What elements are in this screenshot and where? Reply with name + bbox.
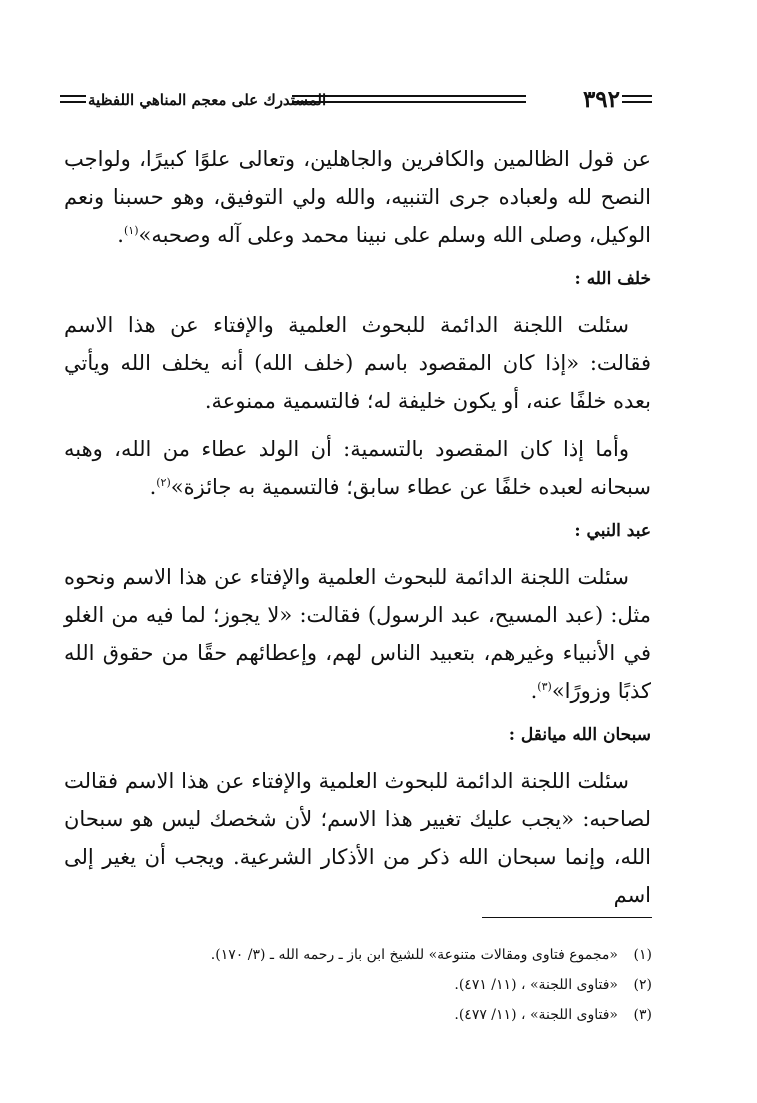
footnote-item	[172, 1000, 652, 1030]
paragraph: سئلت اللجنة الدائمة للبحوث العلمية والإفتاء عن هذا الاسم ونحوه مثل: (عبد المسيح، عبد الرسول) فقالت: «لا يجوز؛ لما فيه من الغلو في الأنبياء وغيرهم، بتعبيد الناس لهم، وإعطائهم حقًا من حقوق الله كذبًا وزورًا»$^{(٣)}$.	[64, 565, 651, 703]
footnote-separator	[482, 917, 652, 918]
section-heading: عبد النبي :	[574, 521, 651, 541]
footnote-number: (١)	[633, 947, 652, 963]
footnote-text: «مجموع فتاوى ومقالات متنوعة» للشيخ ابن باز ـ رحمه الله ـ (٣/ ١٧٠).	[210, 947, 618, 963]
paragraph: عن قول الظالمين والكافرين والجاهلين، وتعالى علوًا كبيرًا، ولواجب النصح لله ولعباده جرى التنبيه، والله ولي التوفيق، وهو حسبنا ونعم الوكيل، وصلى الله وسلم على نبينا محمد وعلى آله وصحبه»$^{(١)}$.	[64, 147, 651, 247]
page-number: ٣٩٢	[582, 86, 620, 113]
section-heading: سبحان الله ميانقل :	[508, 725, 651, 745]
footnote-ref: (٣)	[537, 680, 552, 693]
footnote-text: «فتاوى اللجنة» ، (١١/ ٤٧٧).	[454, 1007, 618, 1023]
paragraph: وأما إذا كان المقصود بالتسمية: أن الولد عطاء من الله، وهبه سبحانه لعبده خلفًا عن عطاء سابق؛ فالتسمية به جائزة»$^{(٢)}$.	[64, 437, 651, 499]
footnote-text: «فتاوى اللجنة» ، (١١/ ٤٧١).	[454, 977, 618, 993]
footnote-item	[172, 940, 652, 970]
footnote-ref: (٢)	[156, 476, 171, 489]
footnote-item	[172, 970, 652, 1000]
footnote-number: (٢)	[633, 977, 652, 993]
footnote-ref: (١)	[123, 224, 139, 237]
section-heading: خلف الله :	[574, 269, 651, 289]
paragraph: سئلت اللجنة الدائمة للبحوث العلمية والإفتاء عن هذا الاسم فقالت: «إذا كان المقصود باسم (خلف الله) أنه يخلف الله ويأتي بعده خلفًا عنه، أو يكون خليفة له؛ فالتسمية ممنوعة.	[64, 313, 651, 413]
body-text	[64, 140, 651, 924]
footnote-number: (٣)	[633, 1007, 652, 1023]
footnotes	[172, 940, 652, 1030]
running-header	[60, 83, 652, 117]
header-rule-middle	[292, 95, 526, 103]
header-rule-right	[622, 95, 652, 103]
running-title: المستدرك على معجم المناهي اللفظية	[88, 91, 327, 109]
paragraph: سئلت اللجنة الدائمة للبحوث العلمية والإفتاء عن هذا الاسم فقالت لصاحبه: «يجب عليك تغيير هذا الاسم؛ لأن شخصك ليس هو سبحان الله، وإنما سبحان الله ذكر من الأذكار الشرعية. ويجب أن يغير إلى اسم	[64, 769, 651, 907]
header-rule-left	[60, 95, 86, 103]
